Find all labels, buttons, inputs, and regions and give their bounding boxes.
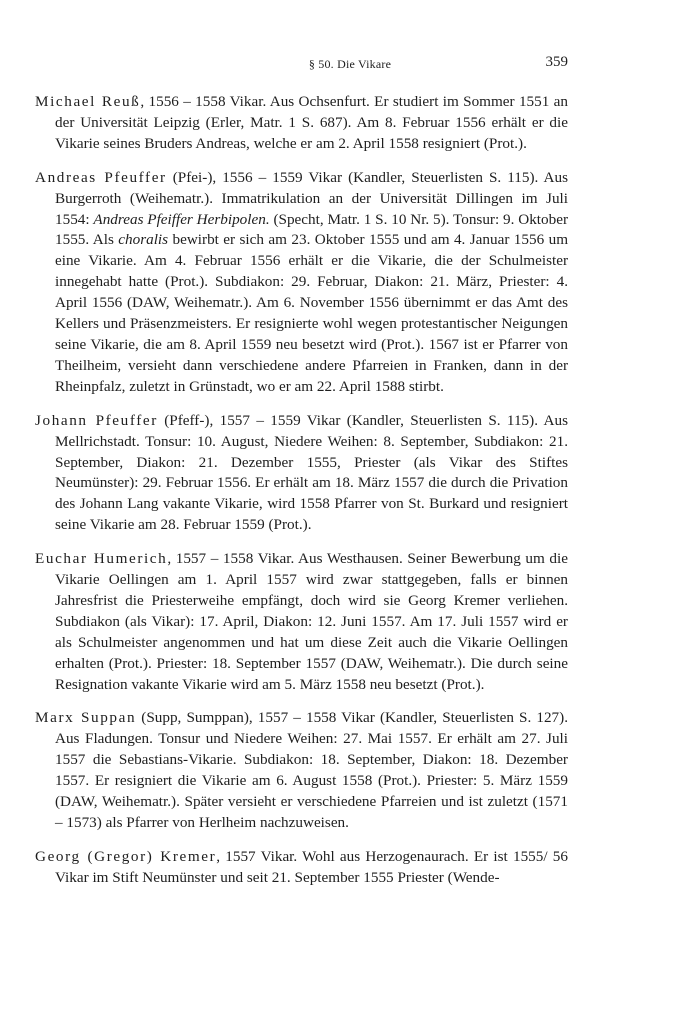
entry-name: Marx Suppan — [35, 709, 137, 727]
entry-text: (Specht, Matr. 1 S. 10 Nr. 5). Tonsur: 9. Oktober 1555. Als — [55, 210, 568, 249]
entry-text: (Supp, Sumppan), 1557 – 1558 Vikar (Kandler, Steuerlisten S. 127). Aus Fladungen. Tonsur und Niedere Weihen: 27. Mai 1557. Er erhält am 27. Juli 1557 die Sebastians-Vikarie. Subdiakon: 18. September, Diakon: 18. Dezember 1557. Er resigniert die Vikarie am 6. August 1558 (Prot.). Priester: 5. März 1559 (DAW, Weihematr.). Später versieht er verschiedene Pfarreien und ist zuletzt (1571 – 1573) als Pfarrer von Herlheim nachzuweisen. — [55, 709, 568, 831]
entry-andreas-pfeuffer — [35, 168, 568, 398]
entry-name: Kremer — [160, 847, 217, 865]
entry-johann-pfeuffer — [35, 411, 568, 536]
entry-name: Michael Reuß — [35, 93, 141, 110]
entry-name: Andreas Pfeuffer — [35, 168, 167, 186]
entry-text-italic: choralis — [118, 231, 169, 249]
entry-text-italic: Andreas Pfeiffer Herbipolen. — [93, 210, 270, 228]
entry-name-plain: Georg (Gregor) — [35, 847, 161, 865]
section-title: § 50. Die Vikare — [308, 57, 392, 71]
entry-text: bewirbt er sich am 23. Oktober 1555 und am 4. Januar 1556 um eine Vikarie. Am 4. Februar 1556 erhält er die Vikarie, die der Schulmeister innegehabt hatte (Prot.). Subdiakon: 29. Februar, Diakon: 21. März, Priester: 4. April 1556 (DAW, Weihematr.). Am 6. November 1556 übernimmt er das Amt des Kellers und Präsenzmeisters. Er resignierte wohl wegen protestantischer Neigungen seine Vikarie, die am 8. April 1559 neu besetzt wird (Prot.). 1567 ist er Pfarrer von Theilheim, versieht dann verschiedene andere Pfarreien in Franken, dann in der Rheinpfalz, zuletzt in Grünstadt, wo er am 22. April 1588 stirbt. — [55, 231, 569, 395]
entry-text: , 1556 – 1558 Vikar. Aus Ochsenfurt. Er studiert im Sommer 1551 an der Universität Leipzig (Erler, Matr. 1 S. 687). Am 8. Februar 1556 erhält er die Vikarie seines Bruders Andreas, welche er am 2. April 1558 resigniert (Prot.). — [55, 93, 568, 152]
entry-text: (Pfeff-), 1557 – 1559 Vikar (Kandler, Steuerlisten S. 115). Aus Mellrichstadt. Tonsur: 10. August, Niedere Weihen: 8. September, Subdiakon: 21. September, Diakon: 21. Dezember 1555, Priester (als Vikar des Stiftes Neumünster): 29. Februar 1556. Er erhält am 18. März 1557 die durch die Privation des Johann Lang vakante Vikarie, wird 1558 Pfarrer von St. Burkard und resigniert seine Vikarie am 28. Februar 1559 (Prot.). — [55, 411, 568, 534]
entry-georg-kremer — [35, 847, 568, 889]
page-number: 359 — [545, 54, 568, 70]
entry-text: , 1557 Vikar. Wohl aus Herzogenaurach. Er ist 1555/ 56 Vikar im Stift Neumünster und seit 21. September 1555 Priester (Wende- — [55, 847, 568, 886]
entry-list — [35, 92, 568, 902]
entry-text: , 1557 – 1558 Vikar. Aus Westhausen. Seiner Bewerbung um die Vikarie Oellingen am 1. April 1557 wird zwar stattgegeben, falls er binnen Jahresfrist die Priesterweihe empfängt, doch wird sie Georg Kremer verliehen. Subdiakon (als Vikar): 17. April, Diakon: 12. Juni 1557. Am 17. Juli 1557 wird er als Schulmeister angenommen und hat um diese Zeit auch die Vikarie Oellingen erhalten (Prot.). Priester: 18. September 1557 (DAW, Weihematr.). Die durch seine Resignation vakante Vikarie wird am 5. März 1558 neu besetzt (Prot.). — [55, 550, 568, 693]
entry-euchar-humerich — [35, 549, 568, 695]
entry-text: (Pfei-), 1556 – 1559 Vikar (Kandler, Steuerlisten S. 115). Aus Burgerroth (Weihematr.). Immatrikulation an der Universität Dillingen im Juli 1554: — [55, 168, 568, 228]
entry-name: Euchar Humerich — [35, 550, 168, 568]
entry-michael-reuss — [35, 92, 568, 155]
entry-marx-suppan — [35, 708, 568, 833]
running-head — [0, 54, 700, 74]
entry-name: Johann Pfeuffer — [35, 411, 158, 429]
